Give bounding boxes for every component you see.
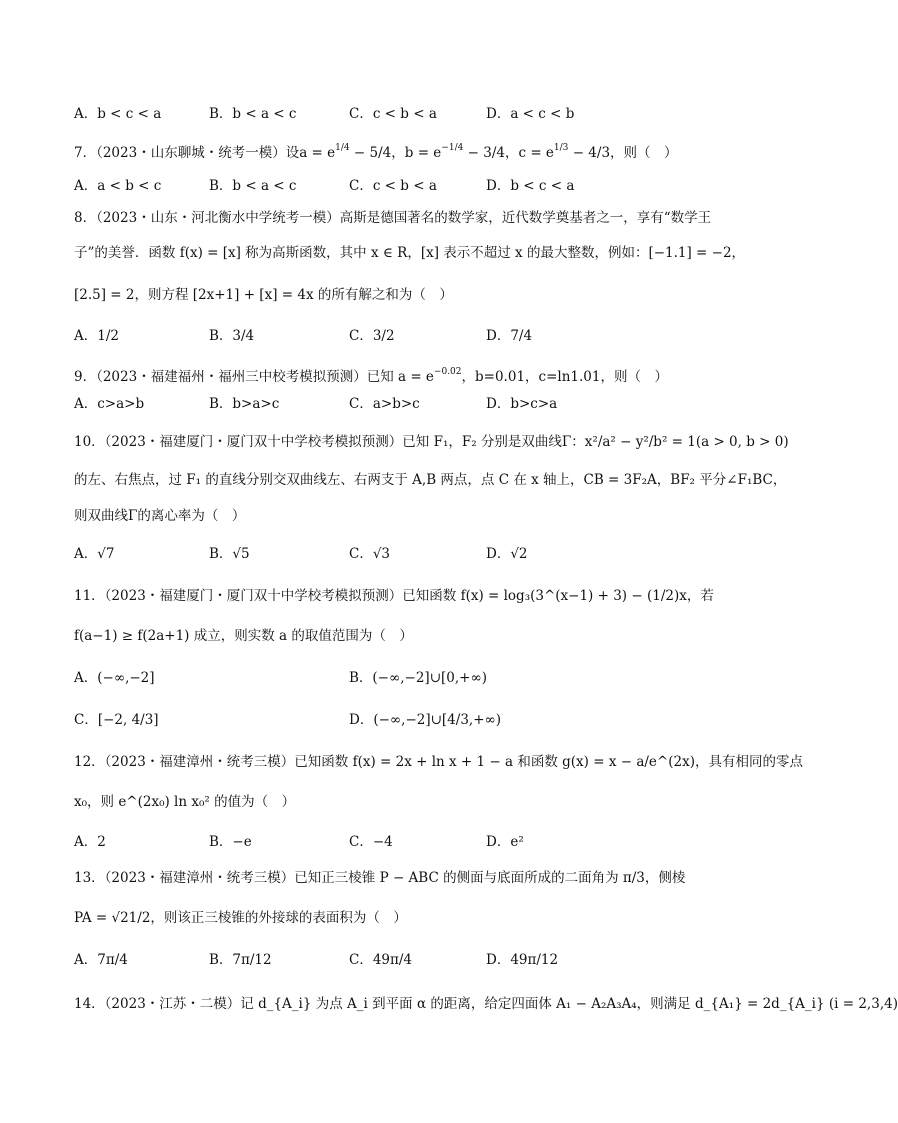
q10-option-c: C．√3 <box>349 546 391 562</box>
q12-options <box>74 832 734 854</box>
q7-option-a: A．a < b < c <box>74 178 162 194</box>
q13-option-b: B．7π/12 <box>209 952 272 968</box>
q11-option-d: D．(−∞,−2]∪[4/3,+∞) <box>349 712 502 728</box>
q8-option-c: C．3/2 <box>349 328 395 344</box>
q12-option-c: C．−4 <box>349 834 393 850</box>
q11-option-b: B．(−∞,−2]∪[0,+∞) <box>349 670 487 686</box>
q9-line-1: 9．（2023・福建福州・福州三中校考模拟预测）已知 a = e <box>74 369 434 385</box>
q8-option-a: A．1/2 <box>74 328 119 344</box>
q13-line-1: 13．（2023・福建漳州・统考三模）已知正三棱锥 P − ABC 的侧面与底面所成的二面角为 π/3，侧棱 <box>74 870 686 886</box>
q12-option-d: D．e² <box>486 834 524 850</box>
q9-line-1-exp: −0.02 <box>433 367 462 377</box>
q6-option-d: D．a < c < b <box>486 106 575 122</box>
q10-line-1: 10．（2023・福建厦门・厦门双十中学校考模拟预测）已知 F₁，F₂ 分别是双曲线Γ：x²/a² − y²/b² = 1(a > 0, b > 0) <box>74 434 789 450</box>
q8-options <box>74 326 734 348</box>
q14-line-1: 14．（2023・江苏・二模）记 d_{A_i} 为点 A_i 到平面 α 的距离，给定四面体 A₁ − A₂A₃A₄，则满足 d_{A₁} = 2d_{A_i} (i = 2,3,4) <box>74 996 898 1012</box>
q7-eq-b: ，b = e <box>391 145 442 161</box>
q9-option-d: D．b>c>a <box>486 396 558 412</box>
q11-option-c: C．[−2, 4/3] <box>74 712 159 728</box>
q9-options <box>74 394 734 416</box>
q7-suffix: ，则（ ） <box>610 145 678 161</box>
q11-options-row-2 <box>74 710 734 732</box>
q12-option-a: A．2 <box>74 834 106 850</box>
q7-eq-c-tail: − 4/3 <box>572 145 611 161</box>
q8-option-b: B．3/4 <box>209 328 255 344</box>
q10-option-d: D．√2 <box>486 546 528 562</box>
q6-option-b: B．b < a < c <box>209 106 297 122</box>
q10-line-3: 则双曲线Γ的离心率为（ ） <box>74 508 246 524</box>
q7-option-d: D．b < c < a <box>486 178 575 194</box>
q6-option-c: C．c < b < a <box>349 106 437 122</box>
q12-option-b: B．−e <box>209 834 252 850</box>
q8-option-d: D．7/4 <box>486 328 533 344</box>
q13-option-c: C．49π/4 <box>349 952 413 968</box>
q10-options <box>74 544 734 566</box>
q9-line-1-tail: ，b=0.01，c=ln1.01，则（ ） <box>461 369 668 385</box>
q13-option-a: A．7π/4 <box>74 952 128 968</box>
q11-option-a: A．(−∞,−2] <box>74 670 155 686</box>
q6-option-a: A．b < c < a <box>74 106 162 122</box>
q7-eq-c-exp: 1/3 <box>553 143 569 153</box>
q7-option-c: C．c < b < a <box>349 178 437 194</box>
q11-options-row-1 <box>74 668 734 690</box>
q13-option-d: D．49π/12 <box>486 952 559 968</box>
q9-option-c: C．a>b>c <box>349 396 420 412</box>
q7-option-b: B．b < a < c <box>209 178 297 194</box>
q7-eq-a: a = e <box>299 145 336 161</box>
q7-eq-b-exp: −1/4 <box>441 143 464 153</box>
q7-prefix: 7．（2023・山东聊城・统考一模）设 <box>74 145 300 161</box>
q10-option-b: B．√5 <box>209 546 250 562</box>
q8-line-1: 8．（2023・山东・河北衡水中学统考一模）高斯是德国著名的数学家，近代数学奠基者之一，享有“数学王 <box>74 210 712 226</box>
q7-eq-b-tail: − 3/4 <box>467 145 505 161</box>
q12-line-1: 12．（2023・福建漳州・统考三模）已知函数 f(x) = 2x + ln x + 1 − a 和函数 g(x) = x − a/e^(2x)，具有相同的零点 <box>74 754 803 770</box>
q11-line-1: 11．（2023・福建厦门・厦门双十中学校考模拟预测）已知函数 f(x) = log₃(3^(x−1) + 3) − (1/2)x，若 <box>74 588 714 604</box>
q9-option-a: A．c>a>b <box>74 396 145 412</box>
q9-stem <box>74 362 668 387</box>
q11-line-2: f(a−1) ≥ f(2a+1) 成立，则实数 a 的取值范围为（ ） <box>74 628 413 644</box>
q8-line-3: [2.5] = 2，则方程 [2x+1] + [x] = 4x 的所有解之和为（ ） <box>74 287 453 303</box>
q12-line-2: x₀，则 e^(2x₀) ln x₀² 的值为（ ） <box>74 794 296 810</box>
q13-line-2: PA = √21/2，则该正三棱锥的外接球的表面积为（ ） <box>74 910 407 926</box>
q7-eq-a-exp: 1/4 <box>335 143 350 153</box>
q10-option-a: A．√7 <box>74 546 115 562</box>
q10-line-2: 的左、右焦点，过 F₁ 的直线分别交双曲线左、右两支于 A,B 两点，点 C 在 x 轴上，CB = 3F₂A，BF₂ 平分∠F₁BC， <box>74 472 787 488</box>
q7-eq-a-tail: − 5/4 <box>353 145 392 161</box>
q9-option-b: B．b>a>c <box>209 396 280 412</box>
q8-line-2: 子”的美誉．函数 f(x) = [x] 称为高斯函数，其中 x ∈ R，[x] 表示不超过 x 的最大整数，例如：[−1.1] = −2， <box>74 245 746 261</box>
q13-options <box>74 950 734 972</box>
q7-eq-c: ，c = e <box>504 145 554 161</box>
q7-stem <box>74 138 678 163</box>
q7-options <box>74 176 734 198</box>
q6-options <box>74 104 734 126</box>
